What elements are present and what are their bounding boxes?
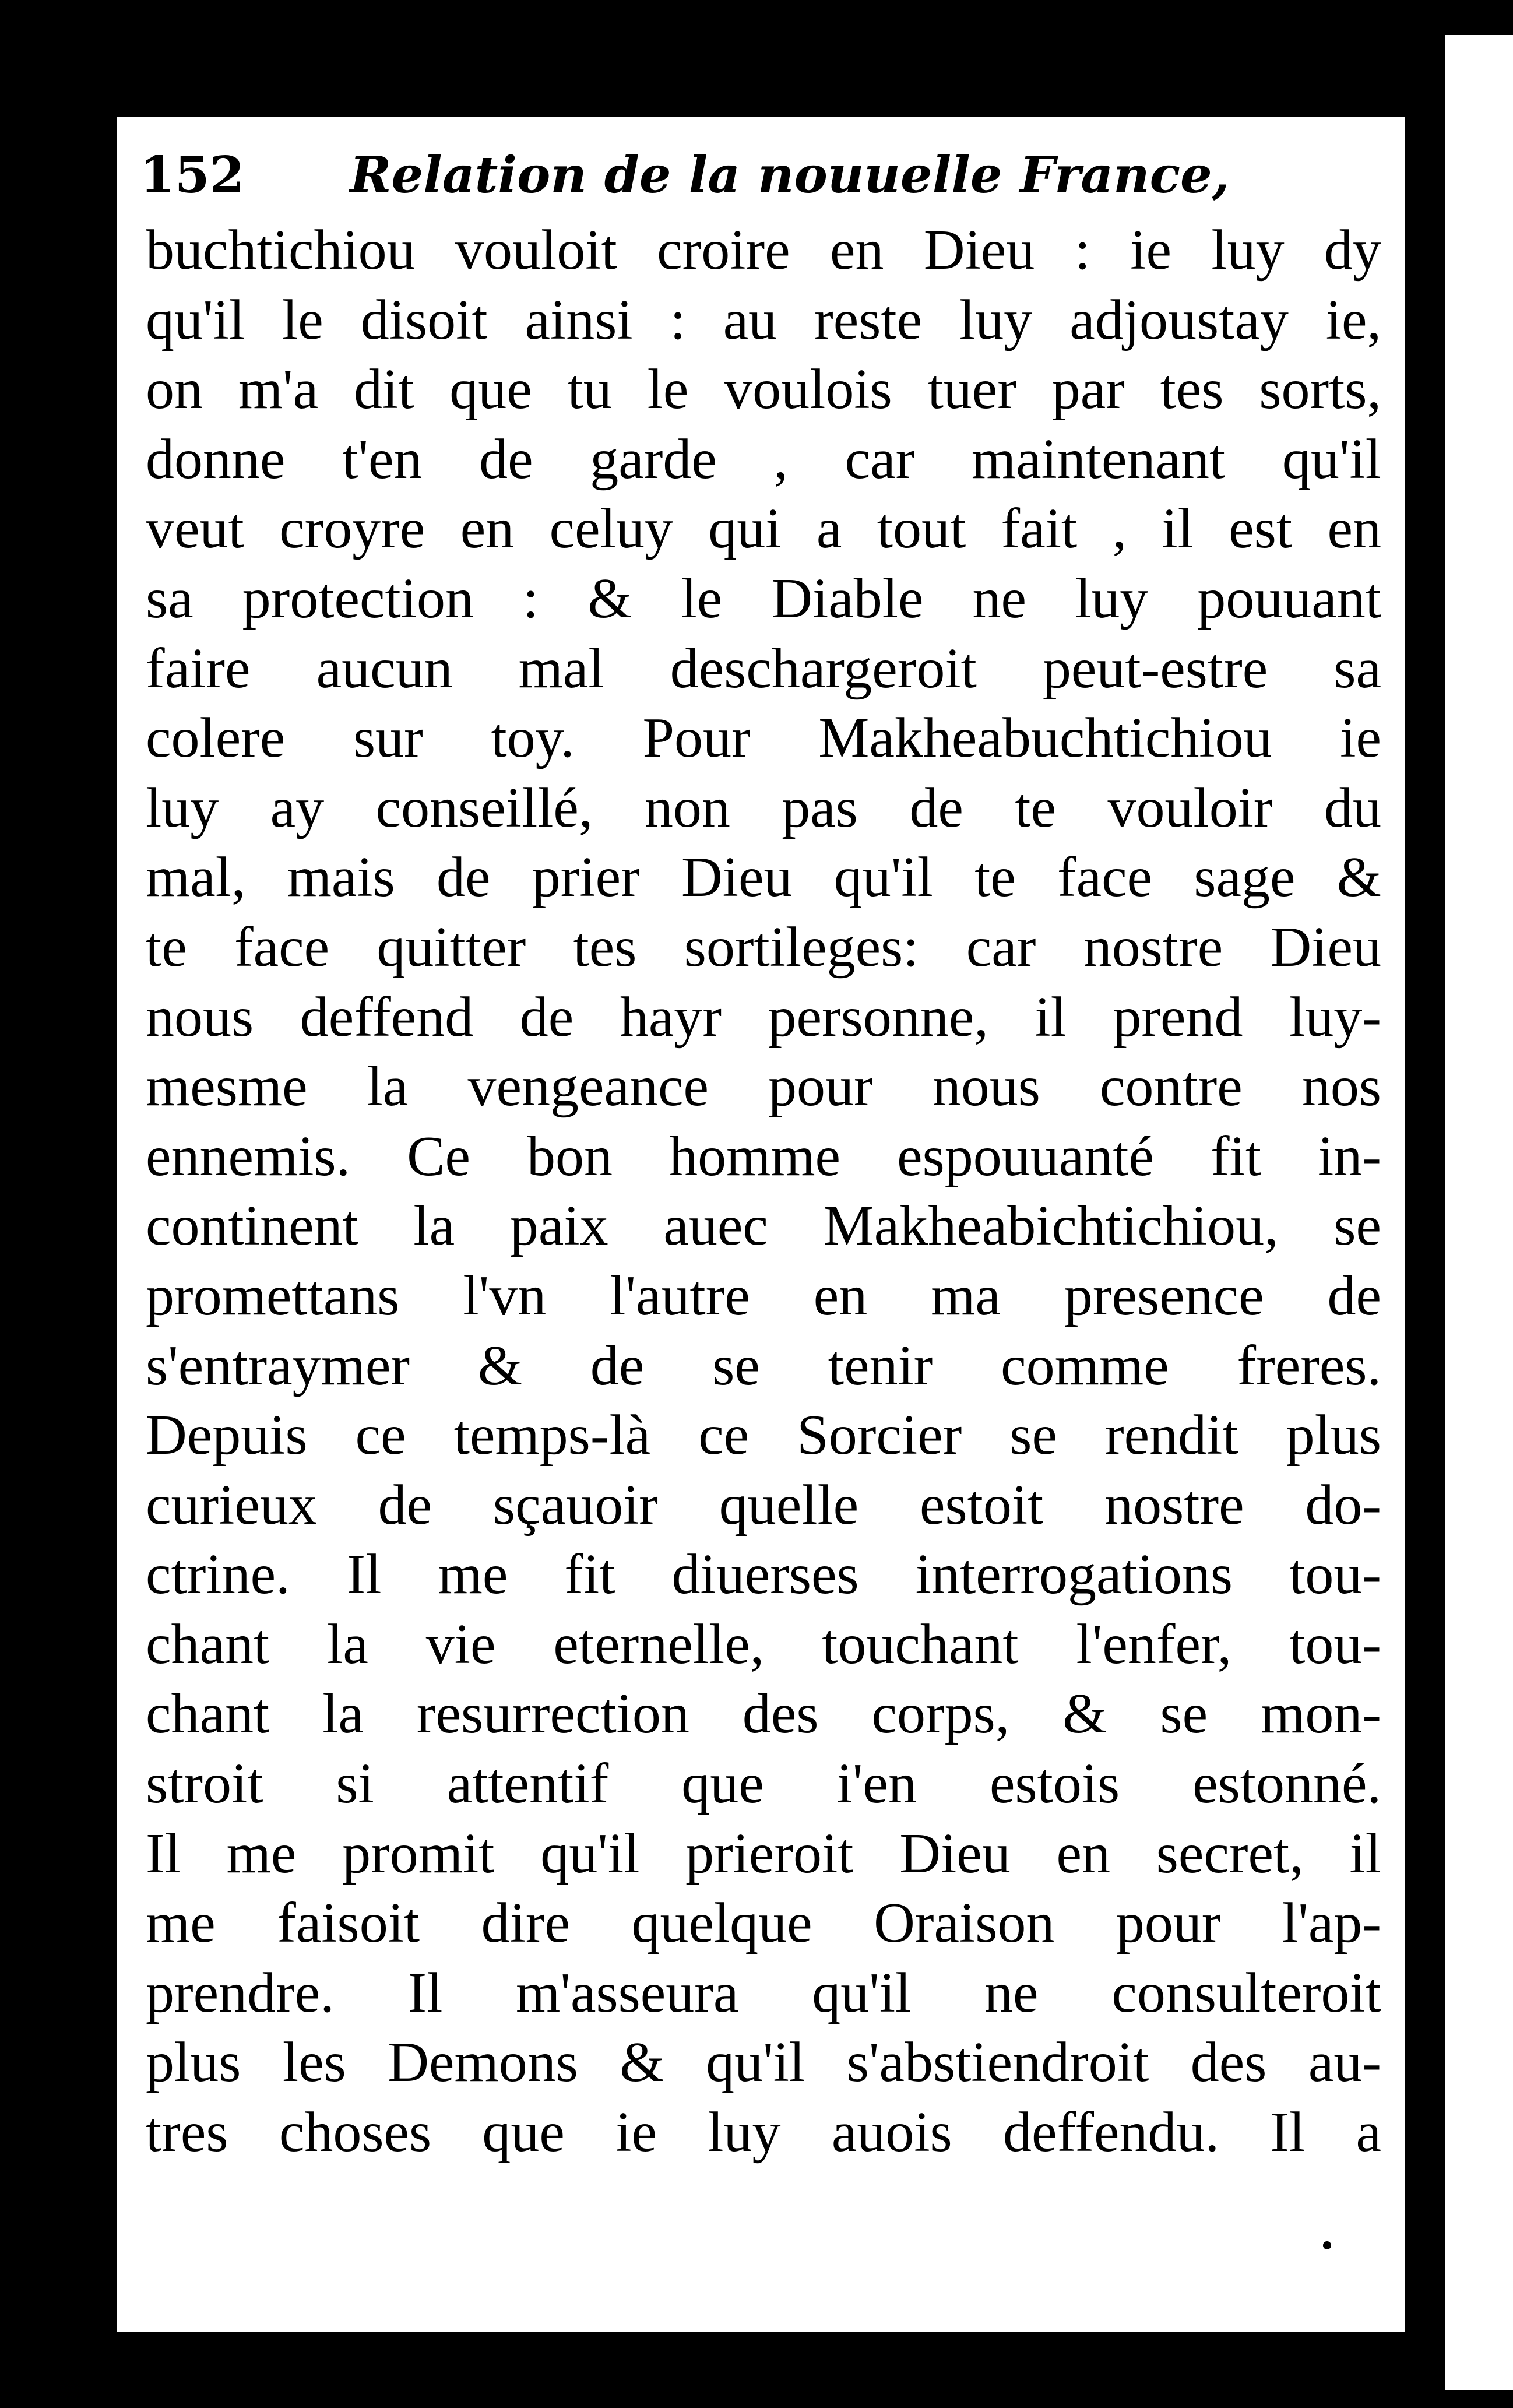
text-line: chant la resurrection des corps, & se mon-: [146, 1682, 1381, 1746]
text-line: ctrine. Il me fit diuerses interrogations tou-: [146, 1543, 1381, 1606]
text-line: me faisoit dire quelque Oraison pour l'ap-: [146, 1892, 1381, 1955]
text-line: mesme la vengeance pour nous contre nos: [146, 1055, 1381, 1119]
text-line: faire aucun mal deschargeroit peut-estre sa: [146, 637, 1381, 700]
text-line: s'entraymer & de se tenir comme freres.: [146, 1334, 1381, 1397]
text-line: promettans l'vn l'autre en ma presence de: [146, 1264, 1381, 1327]
text-line: mal, mais de prier Dieu qu'il te face sage &: [146, 846, 1381, 909]
text-line: Il me promit qu'il prieroit Dieu en secret, il: [146, 1822, 1381, 1885]
text-line: prendre. Il m'asseura qu'il ne consulteroit: [146, 1961, 1381, 2024]
text-line: qu'il le disoit ainsi : au reste luy adjoustay ie,: [146, 288, 1381, 351]
text-line: stroit si attentif que i'en estois estonné.: [146, 1752, 1381, 1816]
text-line: sa protection : & le Diable ne luy pouuant: [146, 567, 1381, 630]
page-number: 152: [140, 146, 245, 205]
running-title: Relation de la nouuelle France,: [350, 146, 1230, 205]
text-line: te face quitter tes sortileges: car nostre Dieu: [146, 915, 1381, 979]
facing-page-edge: [1445, 35, 1513, 2390]
text-line: donne t'en de garde , car maintenant qu'il: [146, 427, 1381, 491]
text-line: buchtichiou vouloit croire en Dieu : ie luy dy: [146, 219, 1381, 282]
text-line: luy ay conseillé, non pas de te vouloir du: [146, 776, 1381, 839]
body-text: [146, 216, 1381, 2168]
text-line: continent la paix auec Makheabichtichiou, se: [146, 1194, 1381, 1258]
text-line: veut croyre en celuy qui a tout fait , il est en: [146, 497, 1381, 561]
ink-speck: [1323, 2241, 1331, 2249]
text-line: colere sur toy. Pour Makheabuchtichiou ie: [146, 706, 1381, 770]
text-line: plus les Demons & qu'il s'abstiendroit des au-: [146, 2031, 1381, 2094]
text-line: on m'a dit que tu le voulois tuer par tes sorts,: [146, 358, 1381, 421]
text-line: curieux de sçauoir quelle estoit nostre do-: [146, 1473, 1381, 1537]
text-line: Depuis ce temps-là ce Sorcier se rendit plus: [146, 1404, 1381, 1467]
text-line: ennemis. Ce bon homme espouuanté fit in-: [146, 1124, 1381, 1188]
text-line: tres choses que ie luy auois deffendu. Il a: [146, 2101, 1381, 2164]
text-line: chant la vie eternelle, touchant l'enfer, tou-: [146, 1612, 1381, 1676]
text-line: nous deffend de hayr personne, il prend luy-: [146, 985, 1381, 1049]
